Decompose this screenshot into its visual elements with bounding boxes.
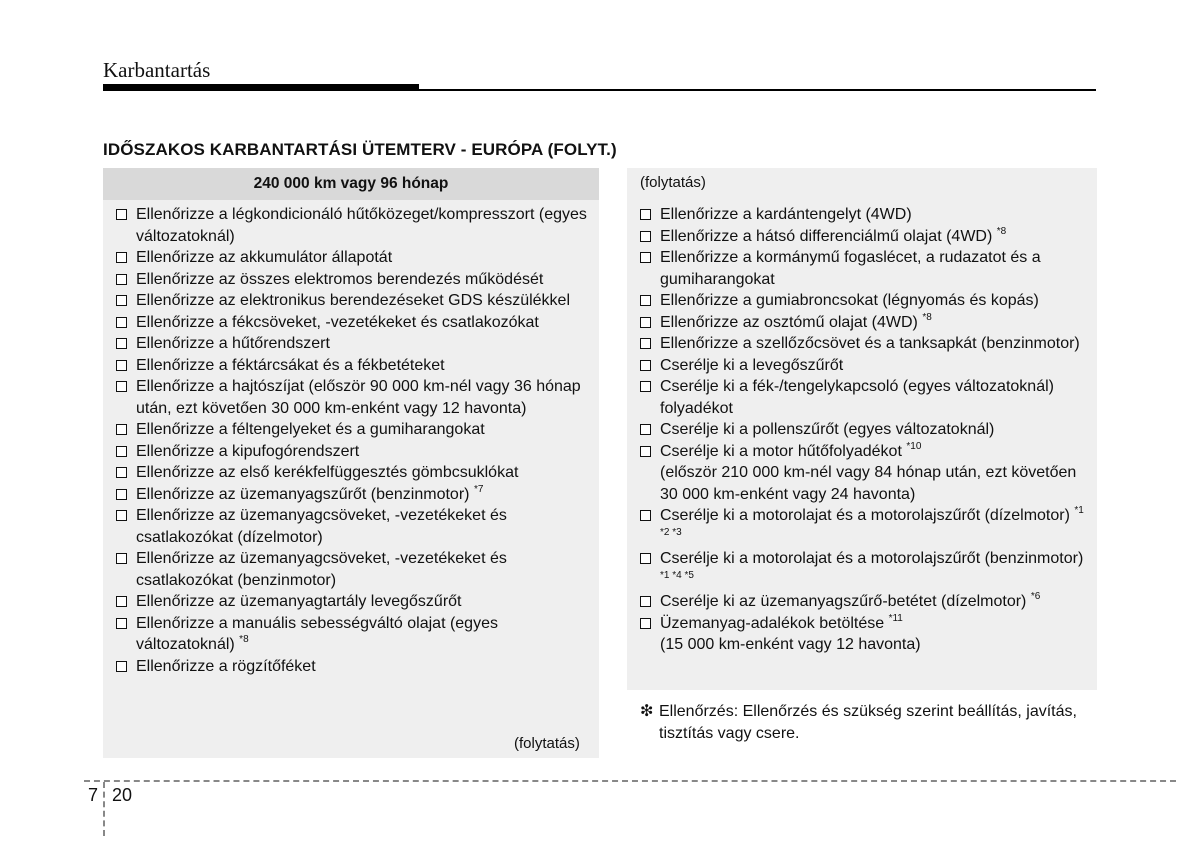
checklist-item [640, 290, 1092, 312]
checklist-item [116, 591, 594, 613]
asterisk-icon: ❇ [640, 703, 654, 720]
checklist-item [116, 505, 594, 548]
checklist-item-text: Ellenőrizze az üzemanyagtartály levegőszűrőt [136, 593, 462, 610]
checklist-item-interval: (15 000 km-enként vagy 12 havonta) [660, 636, 921, 653]
page-number: 20 [112, 785, 133, 805]
legend-note [640, 701, 1090, 745]
checkbox-icon [116, 467, 127, 478]
header-rule-thick [103, 84, 419, 91]
checkbox-icon [640, 381, 651, 392]
checklist-item-text: Cserélje ki a fék-/tengelykapcsoló (egyes változatoknál) folyadékot [660, 378, 1054, 417]
checklist-item-text: Ellenőrizze az üzemanyagcsöveket, -vezetékeket és csatlakozókat (benzinmotor) [136, 550, 507, 589]
checklist-item-text: Cserélje ki a motorolajat és a motorolajszűrőt (dízelmotor) [660, 507, 1070, 524]
footer-divider [84, 780, 1176, 782]
checklist-item-text: Ellenőrizze a kardántengelyt (4WD) [660, 206, 912, 223]
checklist-item-text: Ellenőrizze a hátsó differenciálmű olajat (4WD) [660, 227, 993, 245]
checklist-item [116, 548, 594, 591]
checkbox-icon [640, 424, 651, 435]
checkbox-icon [116, 381, 127, 392]
checkbox-icon [116, 295, 127, 306]
checkbox-icon [640, 510, 651, 521]
checkbox-icon [640, 252, 651, 263]
checklist-item [116, 613, 594, 656]
footnote-ref: *1 *4 *5 [660, 569, 694, 581]
checklist-item [640, 548, 1092, 591]
checkbox-icon [116, 360, 127, 371]
checklist-item [116, 656, 594, 678]
checklist-item-text: Ellenőrizze a szellőzőcsövet és a tanksapkát (benzinmotor) [660, 335, 1080, 352]
page-header-title: Karbantartás [103, 58, 211, 82]
checkbox-icon [640, 317, 651, 328]
checkbox-icon [116, 446, 127, 457]
checkbox-icon [116, 510, 127, 521]
checklist-item [640, 204, 1092, 226]
checklist-item-text: Ellenőrizze az üzemanyagszűrőt (benzinmotor) [136, 485, 470, 503]
checklist-item-text: Ellenőrizze a hűtőrendszert [136, 335, 330, 352]
checklist-item-text: Ellenőrizze a féltengelyeket és a gumiharangokat [136, 421, 485, 438]
checklist-item-text: Ellenőrizze az akkumulátor állapotát [136, 249, 393, 266]
checklist-item-text: Ellenőrizze a kipufogórendszert [136, 442, 360, 460]
checklist-item [116, 312, 594, 334]
checklist-item [116, 290, 594, 312]
header-rule-thin [419, 89, 1096, 91]
checklist-item-text: Ellenőrizze a légkondicionáló hűtőközeget/kompresszort (egyes változatoknál) [136, 206, 587, 245]
checklist-item-text: Cserélje ki a motorolajat és a motorolajszűrőt (benzinmotor) [660, 550, 1084, 567]
checklist-item [640, 419, 1092, 441]
chapter-number: 7 [88, 785, 99, 805]
checkbox-icon [640, 231, 651, 242]
footnote-ref: *7 [473, 483, 484, 495]
continued-from-label: (folytatás) [640, 174, 706, 191]
checkbox-icon [640, 596, 651, 607]
checkbox-icon [116, 424, 127, 435]
checkbox-icon [116, 618, 127, 629]
checklist-item-text: Ellenőrizze a gumiabroncsokat (légnyomás és kopás) [660, 292, 1039, 309]
checkbox-icon [116, 489, 127, 500]
checkbox-icon [640, 360, 651, 371]
footnote-ref: *6 [1030, 591, 1041, 602]
footnote-ref: *11 [888, 612, 903, 624]
checklist-item-text: Cserélje ki a motor hűtőfolyadékot [660, 442, 902, 460]
checklist-item-text: Ellenőrizze az elektronikus berendezéseket GDS készülékkel [136, 292, 570, 309]
footnote-ref: *8 [922, 311, 932, 323]
checklist-item [116, 441, 594, 463]
checkbox-icon [116, 661, 127, 672]
checklist-item [640, 505, 1092, 548]
left-box-heading: 240 000 km vagy 96 hónap [103, 168, 599, 200]
checkbox-icon [116, 338, 127, 349]
checklist-item-text: Üzemanyag-adalékok betöltése [660, 614, 885, 632]
checklist-item [640, 591, 1092, 613]
checklist-item [640, 613, 1092, 656]
checkbox-icon [116, 252, 127, 263]
checkbox-icon [640, 446, 651, 457]
checklist-item [116, 419, 594, 441]
checklist-item [116, 355, 594, 377]
footnote-ref: *1 *2 *3 [660, 505, 1084, 538]
section-title: IDŐSZAKOS KARBANTARTÁSI ÜTEMTERV - EURÓPA (FOLYT.) [103, 140, 617, 159]
continued-label: (folytatás) [514, 735, 580, 752]
checklist-item [116, 462, 594, 484]
checkbox-icon [116, 596, 127, 607]
checklist-item-text: Ellenőrizze a kormánymű fogaslécet, a rudazatot és a gumiharangokat [660, 249, 1041, 288]
footnote-ref: *8 [239, 634, 249, 645]
checkbox-icon [640, 338, 651, 349]
checklist-item [640, 355, 1092, 377]
checklist-item [640, 312, 1092, 334]
checklist-item-text: Ellenőrizze az első kerékfelfüggesztés gömbcsuklókat [136, 464, 519, 481]
checklist-item [640, 247, 1092, 290]
checklist-item-text: Ellenőrizze az üzemanyagcsöveket, -vezetékeket és csatlakozókat (dízelmotor) [136, 507, 507, 546]
checklist-item-text: Ellenőrizze a féktárcsákat és a fékbetéteket [136, 356, 445, 374]
checklist-item-interval: (először 210 000 km-nél vagy 84 hónap után, ezt követően 30 000 km-enként vagy 24 havonta) [660, 464, 1077, 503]
right-checklist [640, 204, 1092, 656]
left-checklist [116, 204, 594, 677]
checklist-item-text: Ellenőrizze a hajtószíjat (először 90 000 km-nél vagy 36 hónap után, ezt követően 30 000 km-enként vagy 12 havonta) [136, 378, 581, 417]
checkbox-icon [640, 553, 651, 564]
legend-note-text: Ellenőrzés: Ellenőrzés és szükség szerint beállítás, javítás, tisztítás vagy csere. [659, 703, 1077, 742]
checklist-item-text: Ellenőrizze a fékcsöveket, -vezetékeket és csatlakozókat [136, 313, 539, 331]
checkbox-icon [116, 274, 127, 285]
checklist-item-text: Cserélje ki a pollenszűrőt (egyes változatoknál) [660, 421, 995, 438]
checklist-item [116, 204, 594, 247]
footnote-ref: *8 [996, 225, 1007, 237]
footer-divider-vertical [103, 782, 105, 836]
checklist-item [640, 226, 1092, 248]
checkbox-icon [640, 618, 651, 629]
checkbox-icon [640, 295, 651, 306]
checklist-item [116, 247, 594, 269]
checklist-item [640, 376, 1092, 419]
checklist-item-text: Ellenőrizze a manuális sebességváltó olajat (egyes változatoknál) [136, 614, 498, 653]
checkbox-icon [116, 317, 127, 328]
checklist-item [116, 333, 594, 355]
checkbox-icon [116, 553, 127, 564]
checklist-item-text: Cserélje ki a levegőszűrőt [660, 356, 844, 374]
checklist-item-text: Cserélje ki az üzemanyagszűrő-betétet (dízelmotor) [660, 593, 1027, 610]
checklist-item [640, 441, 1092, 506]
checklist-item [116, 484, 594, 506]
checklist-item-text: Ellenőrizze a rögzítőféket [136, 657, 316, 675]
checklist-item-text: Ellenőrizze az összes elektromos berendezés működését [136, 270, 544, 288]
checklist-item [116, 269, 594, 291]
checkbox-icon [116, 209, 127, 220]
footnote-ref: *10 [906, 440, 922, 452]
checkbox-icon [640, 209, 651, 220]
checklist-item [116, 376, 594, 419]
checklist-item-text: Ellenőrizze az osztómű olajat (4WD) [660, 313, 918, 331]
checklist-item [640, 333, 1092, 355]
